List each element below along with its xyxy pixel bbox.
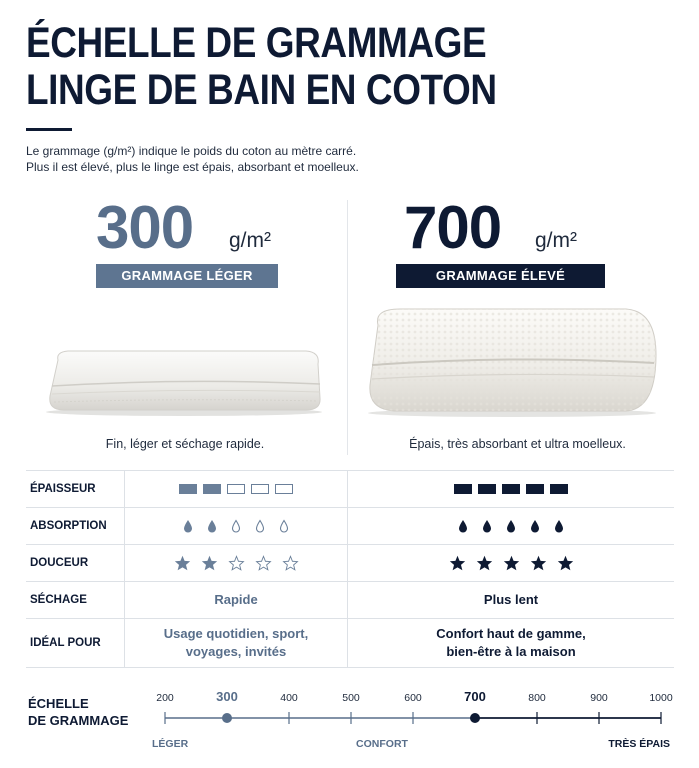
ideal-for-light-cell — [124, 619, 347, 667]
drop-icon-filled — [205, 519, 219, 533]
scale-tick-label: 300 — [216, 689, 238, 704]
thickness-square-filled — [502, 484, 520, 494]
light-weight-caption: Fin, léger et séchage rapide. — [105, 437, 265, 451]
star-icon-empty — [282, 555, 299, 571]
title-line-2: LINGE DE BAIN EN COTON — [26, 66, 497, 114]
ideal-for-heavy-line-1: Confort haut de gamme, — [436, 626, 586, 641]
scale-tick-label: 700 — [464, 689, 486, 704]
star-icon-filled — [557, 555, 574, 571]
absorption-light-rating — [124, 508, 347, 544]
drop-icon-filled — [456, 519, 470, 533]
thickness-square-filled — [478, 484, 496, 494]
thickness-square-filled — [203, 484, 221, 494]
heavy-weight-badge: GRAMMAGE ÉLEVÉ — [396, 264, 605, 288]
absorption-heavy-rating — [347, 508, 674, 544]
drop-icon-filled — [504, 519, 518, 533]
star-icon-filled — [530, 555, 547, 571]
thickness-square-filled — [454, 484, 472, 494]
row-label-thickness: ÉPAISSEUR — [30, 483, 96, 495]
grammage-scale — [140, 684, 690, 768]
star-icon-empty — [255, 555, 272, 571]
light-weight-badge: GRAMMAGE LÉGER — [96, 264, 278, 288]
ideal-for-heavy-value — [436, 625, 586, 661]
intro-line-2: Plus il est élevé, plus le linge est épais, absorbant et moelleux. — [26, 160, 359, 174]
intro-line-1: Le grammage (g/m²) indique le poids du coton au mètre carré. — [26, 144, 357, 158]
scale-tick-label: 500 — [342, 692, 360, 704]
drying-heavy-value: Plus lent — [483, 592, 539, 607]
drop-icon-filled — [552, 519, 566, 533]
table-row-ideal-for — [26, 618, 674, 668]
column-divider — [347, 200, 348, 455]
star-icon-filled — [503, 555, 520, 571]
title-underline — [26, 128, 72, 131]
scale-zone-comfort: CONFORT — [356, 738, 408, 750]
scale-title-line-1: ÉCHELLE — [28, 696, 89, 711]
ideal-for-heavy-line-2: bien-être à la maison — [446, 644, 576, 659]
heavy-weight-caption: Épais, très absorbant et ultra moelleux. — [409, 437, 626, 451]
ideal-for-heavy-cell — [347, 619, 674, 667]
drop-icon-empty — [277, 519, 291, 533]
light-weight-number: 300 — [96, 194, 194, 261]
ideal-for-light-line-1: Usage quotidien, sport, — [163, 626, 309, 641]
light-weight-unit: g/m² — [229, 229, 271, 252]
light-towel-image — [44, 346, 324, 416]
scale-title — [28, 695, 128, 729]
row-label-drying: SÉCHAGE — [30, 594, 87, 606]
thickness-square-empty — [251, 484, 269, 494]
scale-zone-heavy: TRÈS ÉPAIS — [608, 738, 670, 750]
star-icon-filled — [476, 555, 493, 571]
drop-icon-filled — [480, 519, 494, 533]
scale-tick-label: 800 — [528, 692, 546, 704]
table-row-drying — [26, 581, 674, 618]
drying-heavy-cell — [347, 582, 674, 618]
star-icon-filled — [174, 555, 191, 571]
star-icon-filled — [449, 555, 466, 571]
drop-icon-empty — [253, 519, 267, 533]
softness-light-rating — [124, 545, 347, 581]
title-line-1: ÉCHELLE DE GRAMMAGE — [26, 19, 487, 67]
scale-tick-label: 600 — [404, 692, 422, 704]
thickness-square-empty — [227, 484, 245, 494]
scale-tick-label: 1000 — [649, 692, 673, 704]
thickness-square-empty — [275, 484, 293, 494]
thickness-square-filled — [526, 484, 544, 494]
row-label-ideal-for: IDÉAL POUR — [30, 637, 101, 649]
heavy-towel-image — [364, 305, 660, 417]
intro-text — [26, 143, 686, 175]
thickness-heavy-rating — [347, 471, 674, 507]
star-icon-empty — [228, 555, 245, 571]
drying-light-cell — [124, 582, 347, 618]
scale-marker-300 — [222, 713, 232, 723]
comparison-table — [26, 470, 674, 668]
ideal-for-light-line-2: voyages, invités — [185, 644, 287, 659]
table-row-softness — [26, 544, 674, 581]
ideal-for-light-value — [164, 625, 308, 661]
drop-icon-filled — [528, 519, 542, 533]
drying-light-value: Rapide — [214, 592, 258, 607]
scale-title-line-2: DE GRAMMAGE — [28, 713, 129, 728]
page-title — [26, 20, 594, 114]
scale-tick-label: 200 — [156, 692, 174, 704]
thickness-square-filled — [550, 484, 568, 494]
scale-tick-label: 900 — [590, 692, 608, 704]
softness-heavy-rating — [347, 545, 674, 581]
drop-icon-filled — [181, 519, 195, 533]
table-row-absorption — [26, 507, 674, 544]
scale-zone-light: LÉGER — [152, 738, 189, 750]
star-icon-filled — [201, 555, 218, 571]
table-row-thickness — [26, 470, 674, 507]
drop-icon-empty — [229, 519, 243, 533]
scale-tick-label: 400 — [280, 692, 298, 704]
scale-marker-700 — [470, 713, 480, 723]
heavy-weight-number: 700 — [404, 194, 502, 261]
heavy-weight-unit: g/m² — [535, 229, 577, 252]
thickness-square-filled — [179, 484, 197, 494]
row-label-softness: DOUCEUR — [30, 557, 89, 569]
row-label-absorption: ABSORPTION — [30, 520, 107, 532]
thickness-light-rating — [124, 471, 347, 507]
